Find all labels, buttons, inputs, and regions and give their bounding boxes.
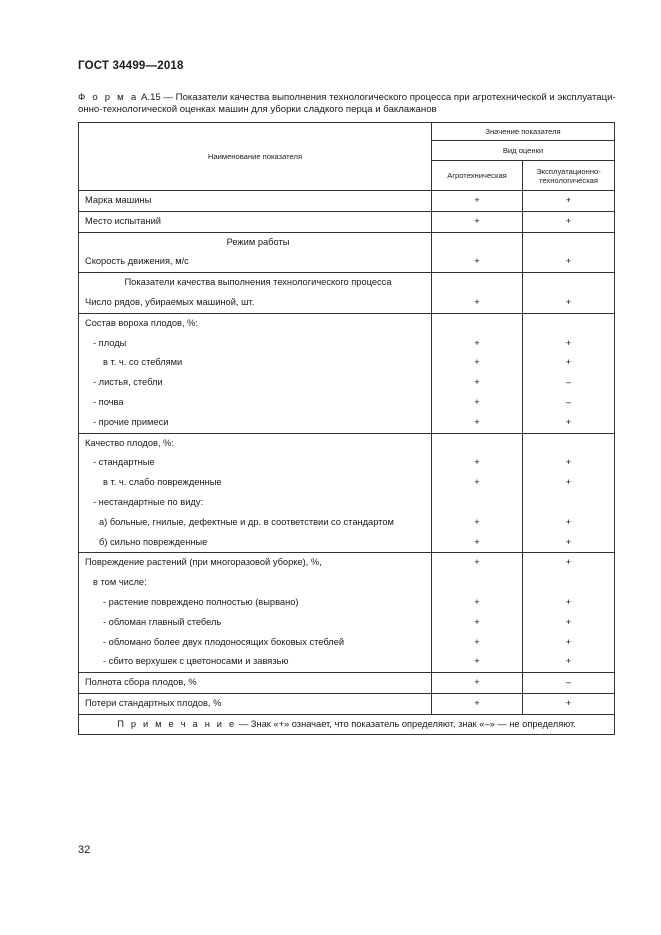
table-row xyxy=(79,553,615,573)
exp-value: + xyxy=(523,252,615,272)
agro-value: + xyxy=(432,252,523,272)
exp-value: + xyxy=(523,293,615,313)
indicators-table xyxy=(78,122,615,735)
exp-value: – xyxy=(523,373,615,393)
table-row xyxy=(79,413,615,433)
table-row xyxy=(79,493,615,513)
agro-value: + xyxy=(432,693,523,714)
row-label: - стандартные xyxy=(79,453,432,473)
table-row xyxy=(79,613,615,633)
agro-value: + xyxy=(432,211,523,232)
agro-value: + xyxy=(432,533,523,553)
table-row xyxy=(79,273,615,293)
agro-value: + xyxy=(432,633,523,653)
exp-value: – xyxy=(523,673,615,694)
table-row xyxy=(79,593,615,613)
agro-value xyxy=(432,493,523,513)
agro-value: + xyxy=(432,613,523,633)
exp-value: + xyxy=(523,211,615,232)
row-label: Число рядов, убираемых машиной, шт. xyxy=(79,293,432,313)
table-row xyxy=(79,453,615,473)
table-row xyxy=(79,652,615,672)
exp-value xyxy=(523,433,615,453)
form-caption xyxy=(78,92,618,116)
table-row xyxy=(79,473,615,493)
row-label: - почва xyxy=(79,393,432,413)
row-label: Марка машины xyxy=(79,191,432,212)
exp-value: + xyxy=(523,693,615,714)
table-row xyxy=(79,232,615,252)
table-row xyxy=(79,373,615,393)
table-row xyxy=(79,353,615,373)
table-row xyxy=(79,313,615,333)
agro-value xyxy=(432,573,523,593)
table-row xyxy=(79,393,615,413)
agro-value: + xyxy=(432,293,523,313)
agro-value: + xyxy=(432,334,523,354)
exp-value: + xyxy=(523,513,615,533)
exp-value xyxy=(523,273,615,293)
agro-value: + xyxy=(432,513,523,533)
exp-value: – xyxy=(523,393,615,413)
agro-value: + xyxy=(432,353,523,373)
exp-value: + xyxy=(523,334,615,354)
assessment-kind-header: Вид оценки xyxy=(432,141,615,161)
exp-value xyxy=(523,232,615,252)
agro-value xyxy=(432,313,523,333)
exp-value xyxy=(523,313,615,333)
agro-value: + xyxy=(432,373,523,393)
row-label: Повреждение растений (при многоразовой уборке), %, xyxy=(79,553,432,573)
row-label: а) больные, гнилые, дефектные и др. в соответствии со стандартом xyxy=(79,513,432,533)
exp-value: + xyxy=(523,553,615,573)
form-word: Ф о р м а xyxy=(78,92,139,103)
row-label: в т. ч. слабо поврежденные xyxy=(79,473,432,493)
row-label: Скорость движения, м/с xyxy=(79,252,432,272)
exp-value xyxy=(523,493,615,513)
row-label: - нестандартные по виду: xyxy=(79,493,432,513)
indicator-name-header: Наименование показателя xyxy=(79,123,432,191)
operational-header: Эксплуатационно-технологическая xyxy=(523,161,615,191)
section-label: Режим работы xyxy=(79,232,432,252)
exp-value: + xyxy=(523,613,615,633)
exp-value: + xyxy=(523,652,615,672)
row-label: Состав вороха плодов, %: xyxy=(79,313,432,333)
table-row xyxy=(79,513,615,533)
table-note xyxy=(79,714,615,734)
row-label: Место испытаний xyxy=(79,211,432,232)
exp-value: + xyxy=(523,413,615,433)
row-label: - растение повреждено полностью (вырвано) xyxy=(79,593,432,613)
exp-value: + xyxy=(523,533,615,553)
value-header: Значение показателя xyxy=(432,123,615,141)
agro-value xyxy=(432,273,523,293)
note-text: — Знак «+» означает, что показатель определяют, знак «–» — не определяют. xyxy=(236,718,576,729)
row-label: - обломан главный стебель xyxy=(79,613,432,633)
exp-value: + xyxy=(523,633,615,653)
row-label: в т. ч. со стеблями xyxy=(79,353,432,373)
row-label: Полнота сбора плодов, % xyxy=(79,673,432,694)
row-label: - сбито верхушек с цветоносами и завязью xyxy=(79,652,432,672)
table-row xyxy=(79,293,615,313)
row-label: - плоды xyxy=(79,334,432,354)
row-label: в том числе: xyxy=(79,573,432,593)
table-row xyxy=(79,211,615,232)
table-row xyxy=(79,693,615,714)
agro-value xyxy=(432,433,523,453)
row-label: - обломано более двух плодоносящих боковых стеблей xyxy=(79,633,432,653)
row-label: - листья, стебли xyxy=(79,373,432,393)
table-row xyxy=(79,533,615,553)
exp-value xyxy=(523,573,615,593)
agro-value: + xyxy=(432,453,523,473)
form-caption-text: А.15 — Показатели качества выполнения технологического процесса при агротехнической и эксплуатаци-онно-технологической оценках машин для уборки сладкого перца и баклажанов xyxy=(78,92,616,115)
agro-value: + xyxy=(432,393,523,413)
row-label: Качество плодов, %: xyxy=(79,433,432,453)
agro-value: + xyxy=(432,413,523,433)
exp-value: + xyxy=(523,191,615,212)
agro-value: + xyxy=(432,593,523,613)
exp-value: + xyxy=(523,593,615,613)
agro-value: + xyxy=(432,652,523,672)
row-label: Потери стандартных плодов, % xyxy=(79,693,432,714)
table-row xyxy=(79,252,615,272)
table-row xyxy=(79,334,615,354)
note-word: П р и м е ч а н и е xyxy=(117,718,237,729)
row-label: - прочие примеси xyxy=(79,413,432,433)
page-number: 32 xyxy=(78,844,91,856)
section-label: Показатели качества выполнения технологического процесса xyxy=(79,273,432,293)
agro-value xyxy=(432,232,523,252)
table-row xyxy=(79,433,615,453)
agro-value: + xyxy=(432,473,523,493)
agro-value: + xyxy=(432,553,523,573)
agro-value: + xyxy=(432,191,523,212)
exp-value: + xyxy=(523,473,615,493)
table-row xyxy=(79,633,615,653)
exp-value: + xyxy=(523,453,615,473)
row-label: б) сильно поврежденные xyxy=(79,533,432,553)
agrotechnical-header: Агротехническая xyxy=(432,161,523,191)
exp-value: + xyxy=(523,353,615,373)
document-code: ГОСТ 34499—2018 xyxy=(78,60,184,72)
table-row xyxy=(79,191,615,212)
table-row xyxy=(79,673,615,694)
agro-value: + xyxy=(432,673,523,694)
table-row xyxy=(79,573,615,593)
